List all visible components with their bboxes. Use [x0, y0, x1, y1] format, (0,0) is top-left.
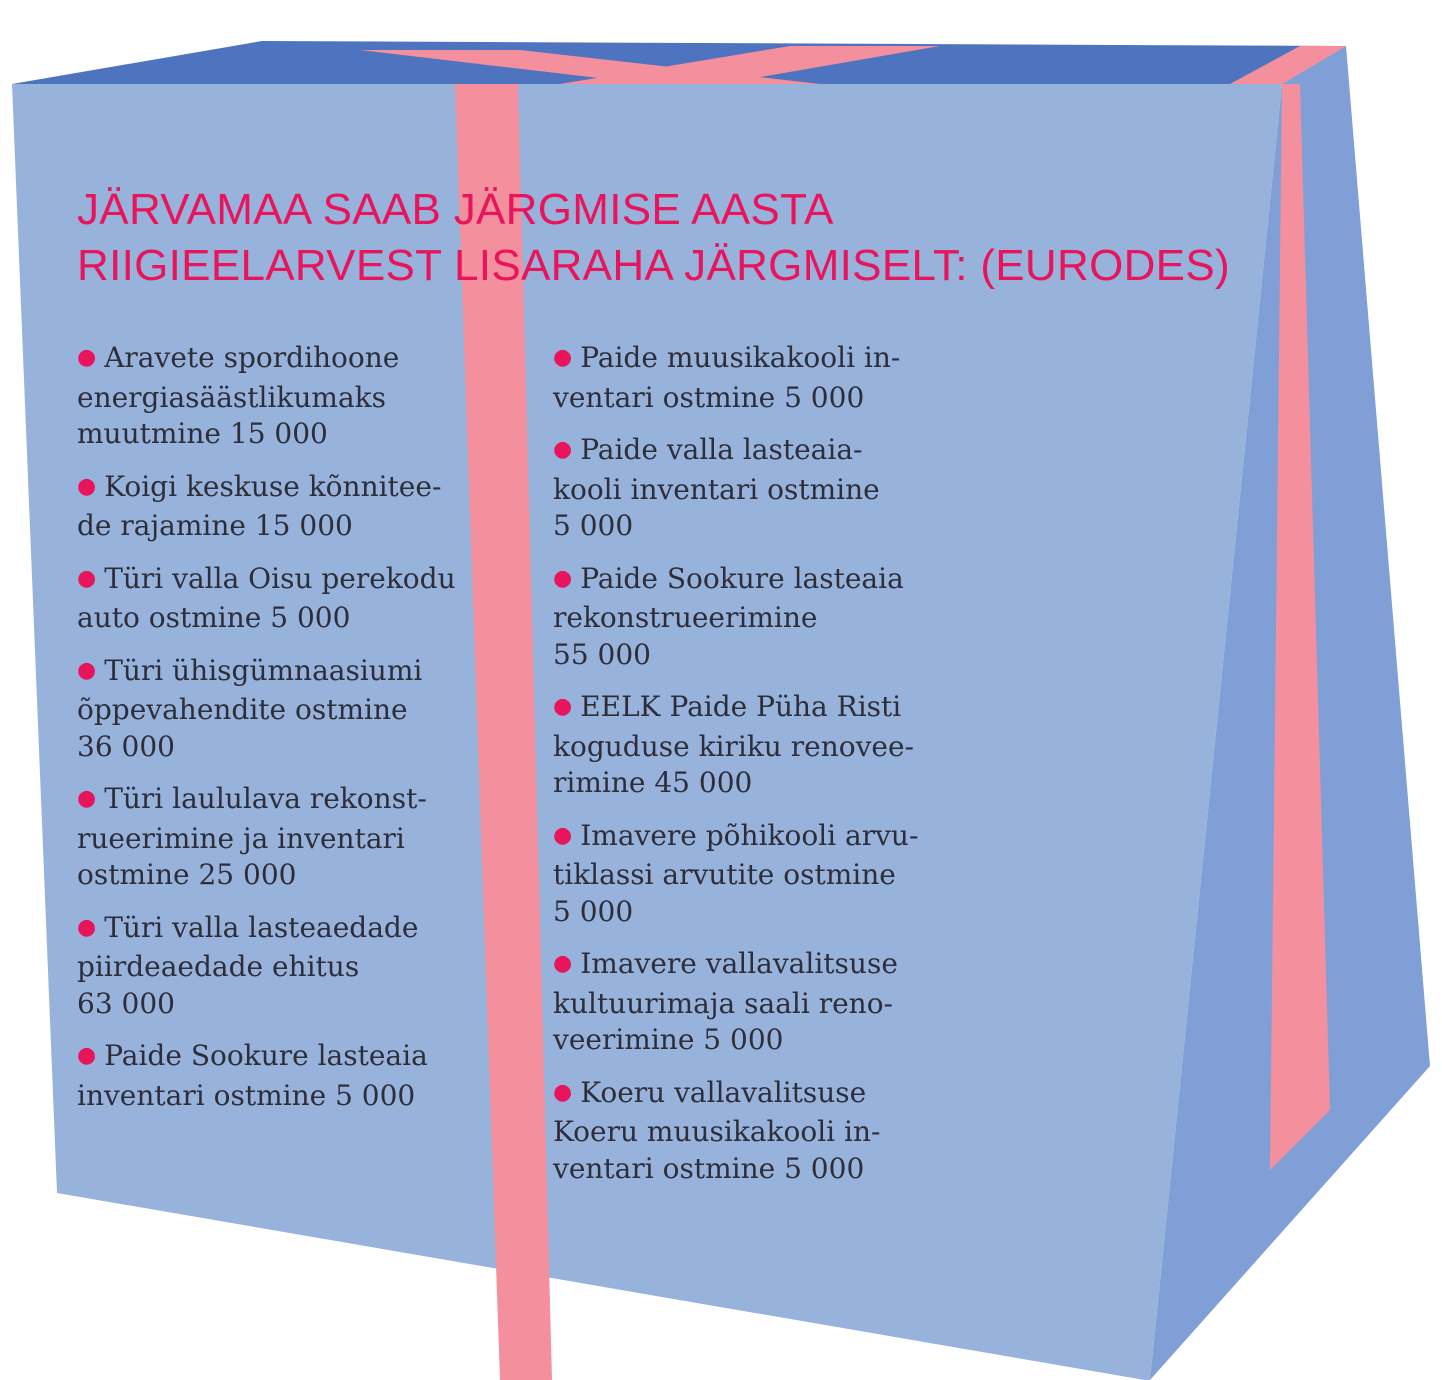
list-item-line: õppevahendite ostmine: [77, 693, 408, 726]
list-item-line: ventari ostmine 5 000: [553, 380, 865, 414]
list-item-line: piirdeaedade ehitus: [77, 950, 360, 983]
list-item-line: ● Paide valla lasteaia-: [553, 433, 863, 466]
list-item: [77, 910, 456, 1023]
bullet-icon: ●: [77, 657, 97, 683]
bullet-icon: ●: [553, 345, 573, 370]
headline: [77, 182, 1327, 294]
list-item: [553, 432, 918, 545]
list-item-line: energiasäästlikumaks: [77, 380, 386, 414]
bullet-icon: ●: [553, 694, 573, 719]
list-item-line: 55 000: [553, 637, 651, 671]
list-item-line: inventari ostmine 5 000: [77, 1078, 416, 1112]
list-item-line: Koeru muusikakooli in-: [553, 1115, 881, 1148]
list-item-line: ● Koigi keskuse kõnnitee-: [77, 469, 442, 503]
bullet-icon: ●: [77, 786, 97, 811]
list-item-line: 5 000: [553, 894, 634, 928]
list-item: [77, 469, 456, 545]
list-item: [77, 340, 456, 453]
list-item-line: ● Türi valla Oisu perekodu: [77, 561, 456, 595]
list-item: [553, 561, 918, 674]
list-item-line: muutmine 15 000: [77, 417, 328, 450]
list-item-line: ● Imavere põhikooli arvu-: [553, 818, 919, 852]
list-item-line: ● Türi valla lasteaedade: [77, 910, 419, 944]
headline-line-1: JÄRVAMAA SAAB JÄRGMISE AASTA: [77, 185, 834, 234]
bullet-icon: ●: [77, 565, 97, 591]
bullet-icon: ●: [553, 822, 573, 848]
list-item-line: kooli inventari ostmine: [553, 472, 880, 506]
list-item-line: ● Aravete spordihoone: [77, 341, 400, 374]
list-item-line: rimine 45 000: [553, 766, 753, 799]
list-item-line: ● Paide muusikakooli in-: [553, 341, 901, 374]
list-item-line: ● EELK Paide Püha Risti: [553, 690, 902, 723]
list-item-line: koguduse kiriku renovee-: [553, 729, 915, 763]
list-item: [77, 781, 456, 894]
bullet-icon: ●: [77, 473, 97, 499]
list-item-line: ● Türi laululava rekonst-: [77, 782, 427, 815]
list-item-line: ● Paide Sookure lasteaia: [77, 1039, 428, 1072]
list-item-line: auto ostmine 5 000: [77, 601, 351, 634]
list-item: [553, 689, 918, 802]
list-item-line: rekonstrueerimine: [553, 601, 818, 634]
list-item-line: ventari ostmine 5 000: [553, 1151, 865, 1185]
bullet-icon: ●: [77, 345, 97, 370]
headline-line-2: RIIGIEELARVEST LISARAHA JÄRGMISELT: (EURODES): [77, 241, 1230, 290]
bullet-icon: ●: [77, 1043, 97, 1068]
list-item: [553, 946, 918, 1059]
list-item-line: 36 000: [77, 729, 175, 763]
bullet-icon: ●: [553, 951, 573, 976]
list-item: [77, 1038, 456, 1114]
right-column-list: [553, 340, 918, 1203]
bullet-icon: ●: [553, 437, 573, 462]
bullet-icon: ●: [77, 914, 97, 940]
list-item-line: ostmine 25 000: [77, 858, 297, 891]
list-item: [553, 340, 918, 416]
list-item-line: kultuurimaja saali reno-: [553, 986, 894, 1020]
left-column-list: [77, 340, 456, 1130]
list-item-line: tiklassi arvutite ostmine: [553, 858, 896, 891]
list-item-line: 63 000: [77, 986, 175, 1020]
list-item-line: ● Türi ühisgümnaasiumi: [77, 653, 423, 687]
list-item: [553, 818, 918, 931]
list-item-line: ● Koeru vallavalitsuse: [553, 1075, 867, 1109]
list-item-line: de rajamine 15 000: [77, 509, 353, 542]
list-item-line: ● Imavere vallavalitsuse: [553, 947, 898, 980]
list-item-line: ● Paide Sookure lasteaia: [553, 561, 904, 595]
list-item-line: veerimine 5 000: [553, 1023, 784, 1056]
list-item: [553, 1075, 918, 1188]
bullet-icon: ●: [553, 1079, 573, 1105]
list-item-line: rueerimine ja inventari: [77, 821, 405, 855]
list-item: [77, 653, 456, 766]
bullet-icon: ●: [553, 565, 573, 591]
list-item: [77, 561, 456, 637]
list-item-line: 5 000: [553, 509, 634, 542]
